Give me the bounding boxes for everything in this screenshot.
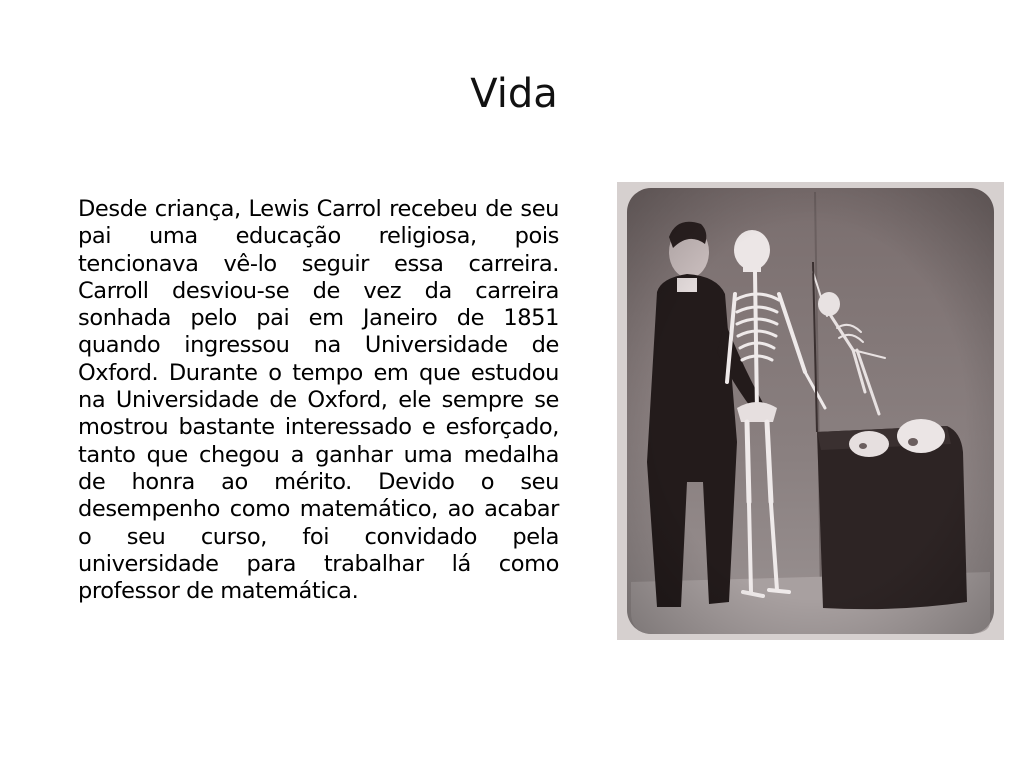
historical-photo [617,182,1004,640]
photo-illustration [617,182,1004,640]
slide-body-text: Desde criança, Lewis Carrol recebeu de seu pai uma educação religiosa, pois tencionava vê-lo seguir essa carreira. Carroll desviou-se de vez da carreira sonhada pelo pai em Janeiro de 1851 quando ingressou na Universidade de Oxford. Durante o tempo em que estudou na Universidade de Oxford, ele sempre se mostrou bastante interessado e esforçado, tanto que chegou a ganhar uma medalha de honra ao mérito. Devido o seu desempenho como matemático, ao acabar o seu curso, foi convidado pela universidade para trabalhar lá como professor de matemática. [78,196,559,605]
slide-title: Vida [470,71,558,117]
